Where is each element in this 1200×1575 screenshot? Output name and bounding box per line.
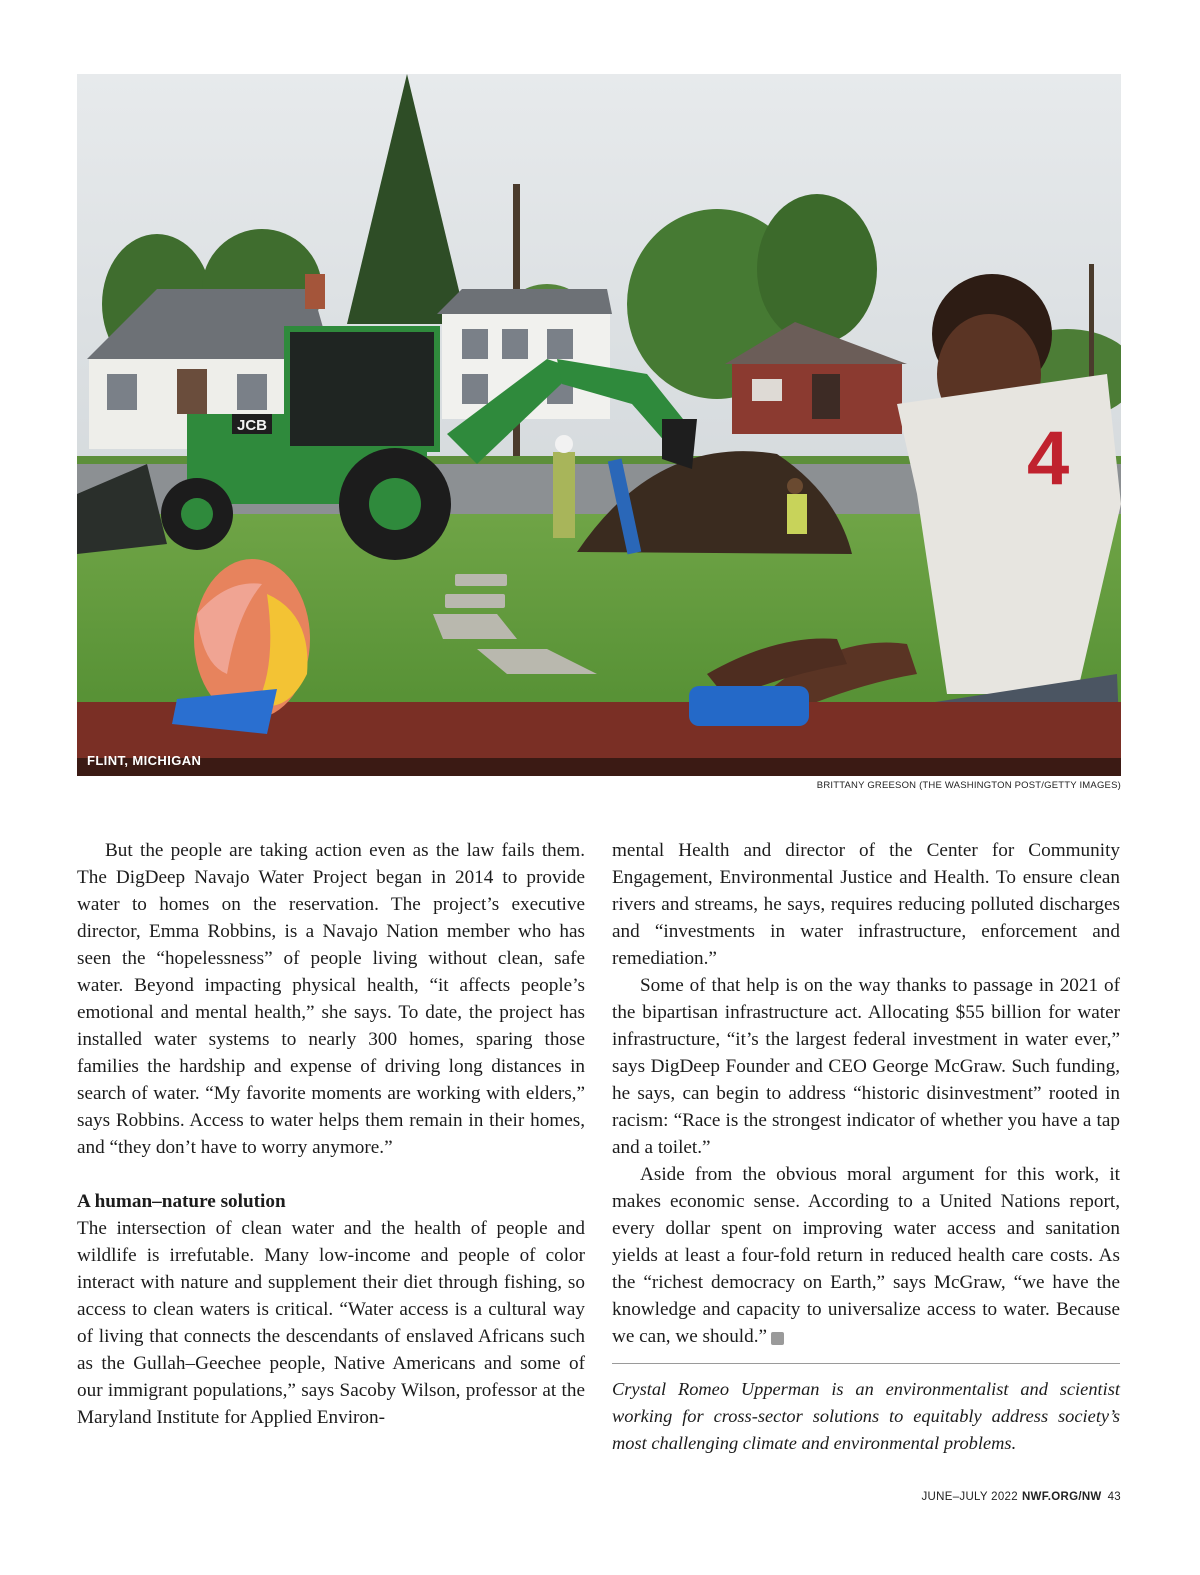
author-bio: Crystal Romeo Upperman is an environmentalist and scientist working for cross-sector solutions to equitably address society’s most challenging climate and environmental problems. bbox=[612, 1379, 1120, 1453]
body-paragraph-final bbox=[612, 1161, 1120, 1350]
footer-issue-date: JUNE–JULY 2022 bbox=[921, 1491, 1018, 1503]
text-column-left bbox=[77, 837, 585, 1431]
body-paragraph: But the people are taking action even as the law fails them. The DigDeep Navajo Water Project began in 2014 to provide water to homes on the reservation. The project’s executive director, Emma Robbins, is a Navajo Nation member who has seen the “hopelessness” of people living without clean, safe water. Beyond impacting physical health, “it affects people’s emotional and mental health,” she says. To date, the project has installed water systems to nearly 300 homes, sparing those families the hardship and expense of driving long distances in search of water. “My favorite moments are working with elders,” says Robbins. Access to water helps them remain in their homes, and “they don’t have to worry anymore.” bbox=[77, 840, 585, 1158]
body-paragraph: The intersection of clean water and the health of people and wildlife is irrefutable. Many low-income and people of color interact with nature and supplement their diet through fishing, so access to clean waters is critical. “Water access is a cultural way of living that connects the descendants of enslaved Africans such as the Gullah–Geechee people, Native Americans and some of our immigrant populations,” says Sacoby Wilson, professor at the Maryland Institute for Applied Environ- bbox=[77, 1218, 585, 1428]
section-subhead: A human–nature solution bbox=[77, 1191, 286, 1212]
end-mark-icon: W bbox=[771, 1332, 784, 1345]
photo-credit: BRITTANY GREESON (THE WASHINGTON POST/GETTY IMAGES) bbox=[816, 780, 1121, 791]
page-number: 43 bbox=[1107, 1491, 1121, 1503]
final-paragraph-text: Aside from the obvious moral argument for this work, it makes economic sense. According to a United Nations report, every dollar spent on improving water access and sanitation yields at least a four-fold return in reduced health care costs. As the “richest democracy on Earth,” says McGraw, “we have the knowledge and capacity to universalize access to water. Because we can, we should.” bbox=[612, 1164, 1120, 1347]
body-paragraph: mental Health and director of the Center for Community Engagement, Environmental Justice and Health. To ensure clean rivers and streams, he says, requires reducing polluted discharges and “investments in water infrastructure, enforcement and remediation.” bbox=[612, 840, 1120, 969]
divider-rule bbox=[612, 1363, 1120, 1364]
photo-location-label: FLINT, MICHIGAN bbox=[87, 753, 202, 768]
text-column-right bbox=[612, 837, 1120, 1457]
feature-photo bbox=[77, 74, 1121, 776]
body-paragraph: Some of that help is on the way thanks to passage in 2021 of the bipartisan infrastructure act. Allocating $55 billion for water infrastructure, “it’s the largest federal investment in water ever,” says DigDeep Founder and CEO George McGraw. Such funding, he says, can begin to address “historic disinvestment” rooted in racism: “Race is the strongest indicator of whether you have a tap and a toilet.” bbox=[612, 975, 1120, 1158]
photo-illustration bbox=[77, 74, 1121, 776]
page-footer bbox=[921, 1491, 1121, 1503]
blue-toy bbox=[689, 686, 809, 726]
footer-site-link[interactable]: NWF.ORG/NW bbox=[1021, 1491, 1102, 1503]
jersey-number-text: 4 bbox=[1027, 416, 1070, 501]
backhoe-brand-text: JCB bbox=[237, 417, 268, 434]
